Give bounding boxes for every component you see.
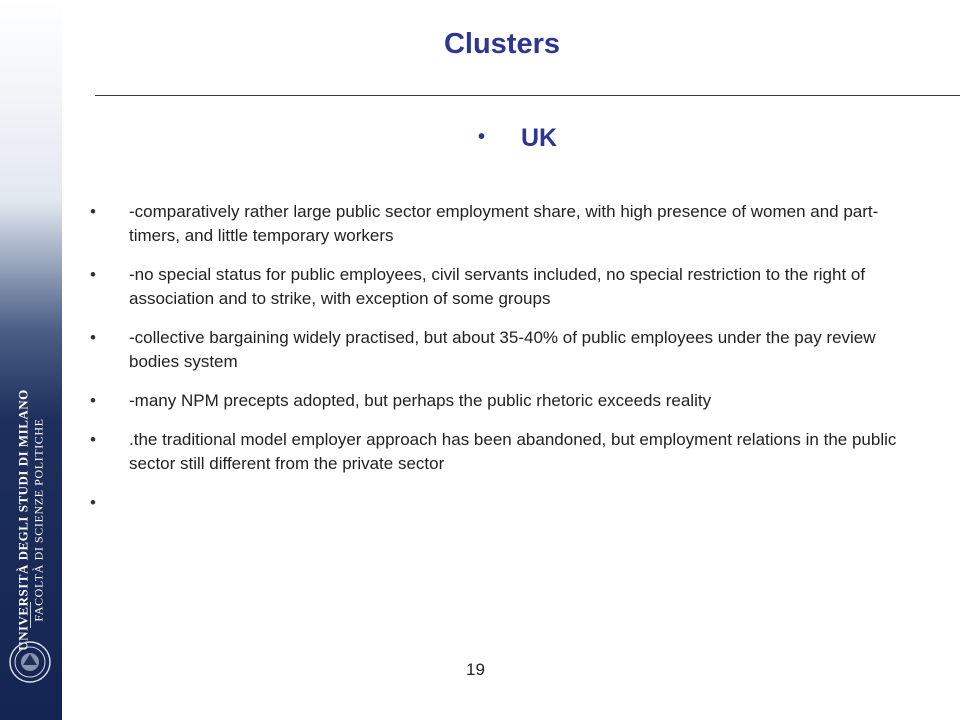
title-divider xyxy=(95,95,960,96)
bullet-marker: • xyxy=(90,430,96,449)
university-name: UNIVERSITÀ DEGLI STUDI DI MILANO xyxy=(15,389,31,651)
bullet-marker: • xyxy=(90,391,96,410)
sidebar-band xyxy=(0,0,62,720)
university-seal-icon xyxy=(8,640,52,684)
bullet-text: .the traditional model employer approach has been abandoned, but employment relations in the public sector still different from the private sector xyxy=(129,430,897,473)
sidebar-divider xyxy=(30,602,31,628)
bullet-text: -many NPM precepts adopted, but perhaps the public rhetoric exceeds reality xyxy=(129,391,712,410)
list-item xyxy=(88,263,908,311)
list-item xyxy=(88,389,908,413)
university-wordmark xyxy=(16,389,47,651)
page-number: 19 xyxy=(466,660,485,679)
list-item xyxy=(88,200,908,248)
bullet-list xyxy=(88,200,908,512)
heading-bullet: • xyxy=(478,126,486,148)
faculty-name: FACOLTÀ DI SCIENZE POLITICHE xyxy=(31,418,46,622)
bullet-text: -comparatively rather large public sector employment share, with high presence of women and part-timers, and little temporary workers xyxy=(129,202,879,245)
list-item xyxy=(88,326,908,374)
bullet-marker: • xyxy=(90,265,96,284)
bullet-marker: • xyxy=(90,328,96,347)
slide-title: Clusters xyxy=(443,28,561,60)
bullet-text: -no special status for public employees, civil servants included, no special restriction to the right of association and to strike, with exception of some groups xyxy=(129,265,866,308)
bullet-marker: • xyxy=(90,202,96,221)
bullet-text: -collective bargaining widely practised, but about 35-40% of public employees under the pay review bodies system xyxy=(129,328,876,371)
bullet-marker: • xyxy=(90,493,96,512)
heading-text: UK xyxy=(521,124,558,152)
list-item xyxy=(88,428,908,476)
